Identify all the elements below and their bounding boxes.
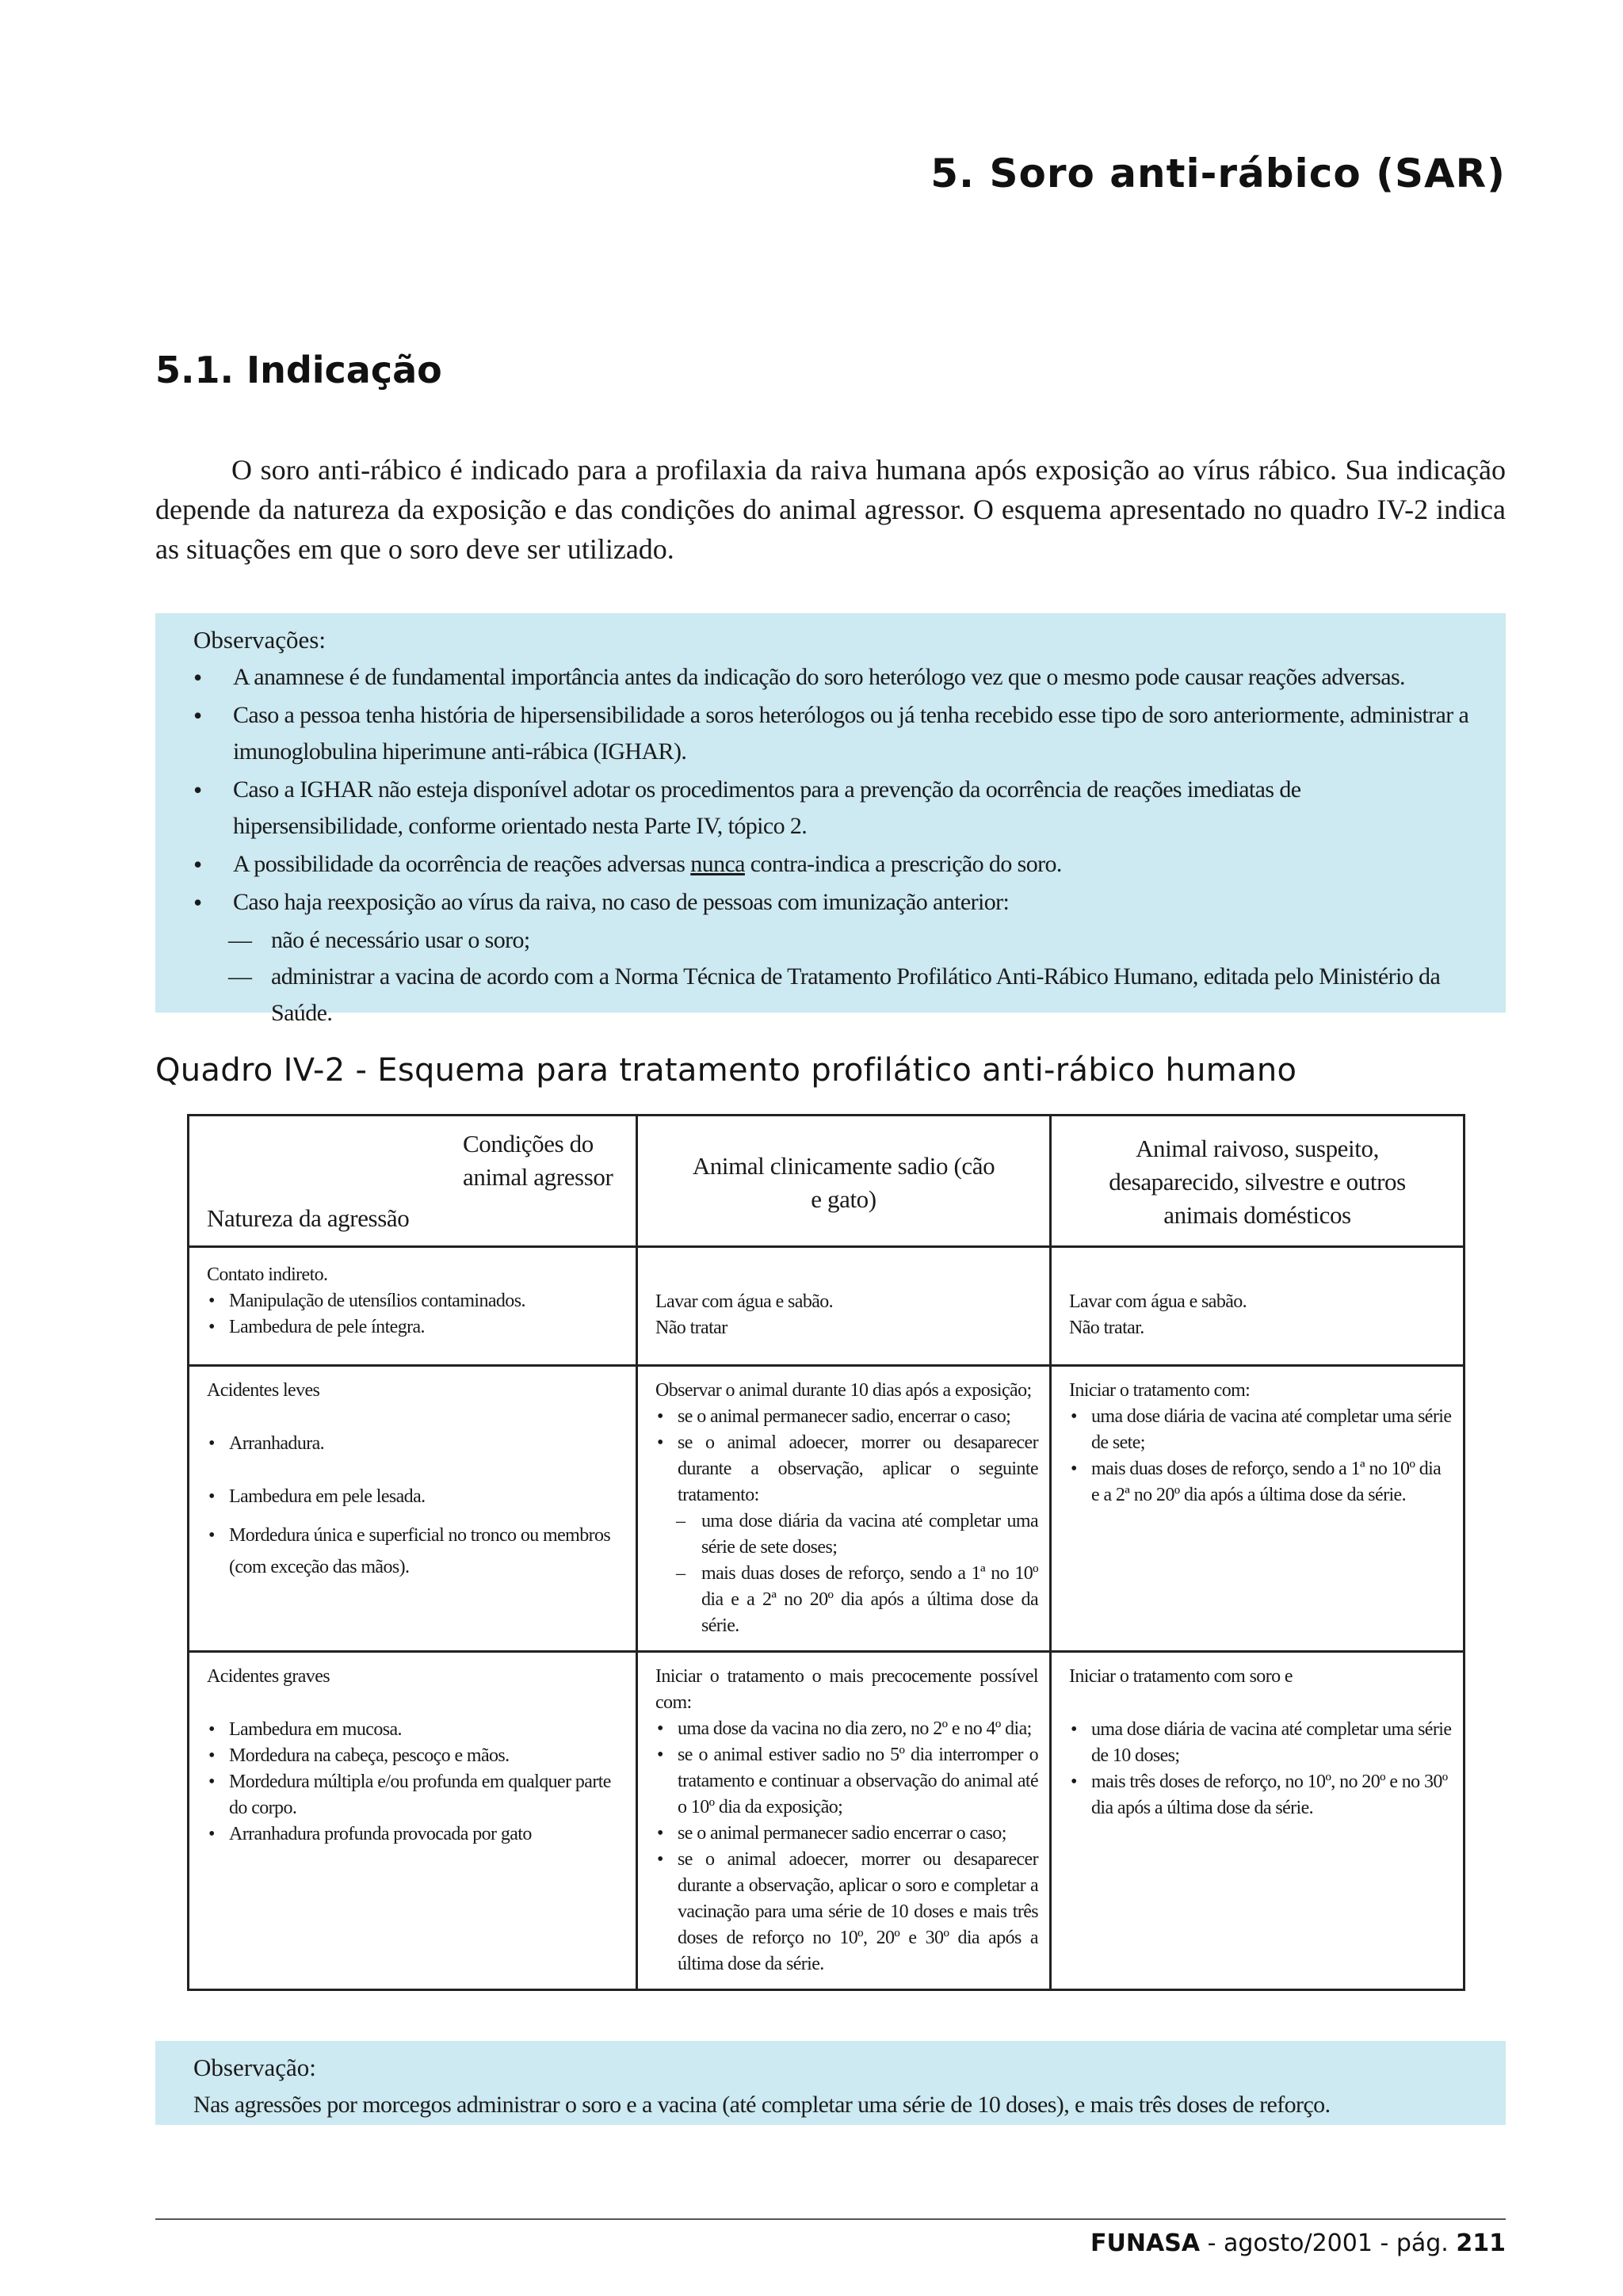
header-animal-sadio: Animal clinicamente sadio (cão e gato)	[637, 1116, 1051, 1247]
observacao-item: • A possibilidade da ocorrência de reações adversas nunca contra-indica a prescrição do soro.	[193, 846, 1474, 883]
bullet-icon: •	[193, 888, 202, 917]
observacao-subitem: — administrar a vacina de acordo com a Norma Técnica de Tratamento Profilático Anti-Rábico Humano, editada pelo Ministério da Saúde.	[193, 959, 1474, 1032]
header-diagonal-cell	[189, 1116, 637, 1247]
table-caption: Quadro IV-2 - Esquema para tratamento profilático anti-rábico humano	[155, 1052, 1297, 1089]
section-heading: 5.1. Indicação	[155, 349, 442, 391]
row1-animal-sadio: Lavar com água e sabão. Não tratar	[637, 1247, 1051, 1366]
observacoes-title: Observações:	[193, 626, 326, 654]
observacoes-box	[155, 613, 1506, 1026]
dash-icon: —	[228, 963, 252, 990]
row2-animal-raivoso: Iniciar o tratamento com: • uma dose diária de vacina até completar uma série de sete; • mais duas doses de reforço, sendo a 1ª no 10º dia e a 2ª no 20º dia após a última dose da série.	[1051, 1366, 1465, 1652]
bullet-icon: •	[193, 663, 202, 692]
observacao-final-title: Observação:	[193, 2054, 316, 2081]
bullet-icon: •	[193, 776, 202, 804]
bullet-icon: •	[193, 850, 202, 879]
table-header-row	[189, 1116, 1465, 1247]
row2-animal-sadio: Observar o animal durante 10 dias após a exposição; • se o animal permanecer sadio, encerrar o caso; • se o animal adoecer, morrer ou desaparecer durante a observação, aplicar o seguinte tratamento: – uma dose diária da vacina até completar uma série de sete doses; – mais duas doses de reforço, sendo a 1ª no 10º dia e a 2ª no 20º dia após a última dose da série.	[637, 1366, 1051, 1652]
observacoes-list	[193, 659, 1474, 1032]
row3-natureza: Acidentes graves • Lambedura em mucosa. • Mordedura na cabeça, pescoço e mãos. • Mordedura múltipla e/ou profunda em qualquer parte do corpo. • Arranhadura profunda provocada por gato	[189, 1652, 637, 1990]
observacao-subitem: — não é necessário usar o soro;	[193, 922, 1474, 959]
page-footer	[1090, 2229, 1506, 2257]
row2-natureza: Acidentes leves • Arranhadura. • Lambedura em pele lesada. • Mordedura única e superficial no tronco ou membros (com exceção das mãos).	[189, 1366, 637, 1652]
header-condicoes: Condições do animal agressor	[463, 1130, 613, 1191]
observacao-final-box	[155, 2041, 1506, 2125]
underlined-word: nunca	[690, 851, 745, 877]
observacao-final-text: Nas agressões por morcegos administrar o soro e a vacina (até completar uma série de 10 doses), e mais três doses de reforço.	[193, 2092, 1331, 2118]
bullet-icon: •	[193, 701, 202, 730]
table-row	[189, 1652, 1465, 1990]
table-row	[189, 1366, 1465, 1652]
row1-natureza: Contato indireto. • Manipulação de utensílios contaminados. • Lambedura de pele íntegra.	[189, 1247, 637, 1366]
row1-animal-raivoso: Lavar com água e sabão. Não tratar.	[1051, 1247, 1465, 1366]
observacao-item: • Caso haja reexposição ao vírus da raiva, no caso de pessoas com imunização anterior:	[193, 884, 1474, 921]
footer-rule	[155, 2218, 1506, 2220]
header-animal-raivoso: Animal raivoso, suspeito, desaparecido, silvestre e outros animais domésticos	[1051, 1116, 1465, 1247]
intro-paragraph: O soro anti-rábico é indicado para a profilaxia da raiva humana após exposição ao vírus rábico. Sua indicação depende da natureza da exposição e das condições do animal agressor. O esquema apresentado no quadro IV-2 indica as situações em que o soro deve ser utilizado.	[155, 454, 1506, 565]
footer-text: - agosto/2001 - pág.	[1200, 2229, 1457, 2257]
quadro-iv2-table	[187, 1114, 1465, 1991]
row3-animal-raivoso: Iniciar o tratamento com soro e • uma dose diária de vacina até completar uma série de 10 doses; • mais três doses de reforço, no 10º, no 20º e no 30º dia após a última dose da série.	[1051, 1652, 1465, 1990]
observacao-item: • A anamnese é de fundamental importância antes da indicação do soro heterólogo vez que o mesmo pode causar reações adversas.	[193, 659, 1474, 696]
observacao-item: • Caso a IGHAR não esteja disponível adotar os procedimentos para a prevenção da ocorrência de reações imediatas de hipersensibilidade, conforme orientado nesta Parte IV, tópico 2.	[193, 772, 1474, 845]
header-natureza: Natureza da agressão	[207, 1204, 410, 1232]
row3-animal-sadio: Iniciar o tratamento o mais precocemente possível com: • uma dose da vacina no dia zero, no 2º e no 4º dia; • se o animal estiver sadio no 5º dia interromper o tratamento e continuar a observação do animal até o 10º dia da exposição; • se o animal permanecer sadio encerrar o caso; • se o animal adoecer, morrer ou desaparecer durante a observação, aplicar o soro e completar a vacinação para uma série de 10 doses e mais três doses de reforço no 10º, 20º e 30º dia após a última dose da série.	[637, 1652, 1051, 1990]
observacao-item: • Caso a pessoa tenha história de hipersensibilidade a soros heterólogos ou já tenha recebido esse tipo de soro anteriormente, administrar a imunoglobulina hiperimune anti-rábica (IGHAR).	[193, 697, 1474, 770]
dash-icon: —	[228, 927, 252, 953]
page-number: 211	[1456, 2229, 1506, 2257]
footer-brand: FUNASA	[1090, 2229, 1201, 2257]
table-row	[189, 1247, 1465, 1366]
chapter-title: 5. Soro anti-rábico (SAR)	[930, 151, 1506, 196]
